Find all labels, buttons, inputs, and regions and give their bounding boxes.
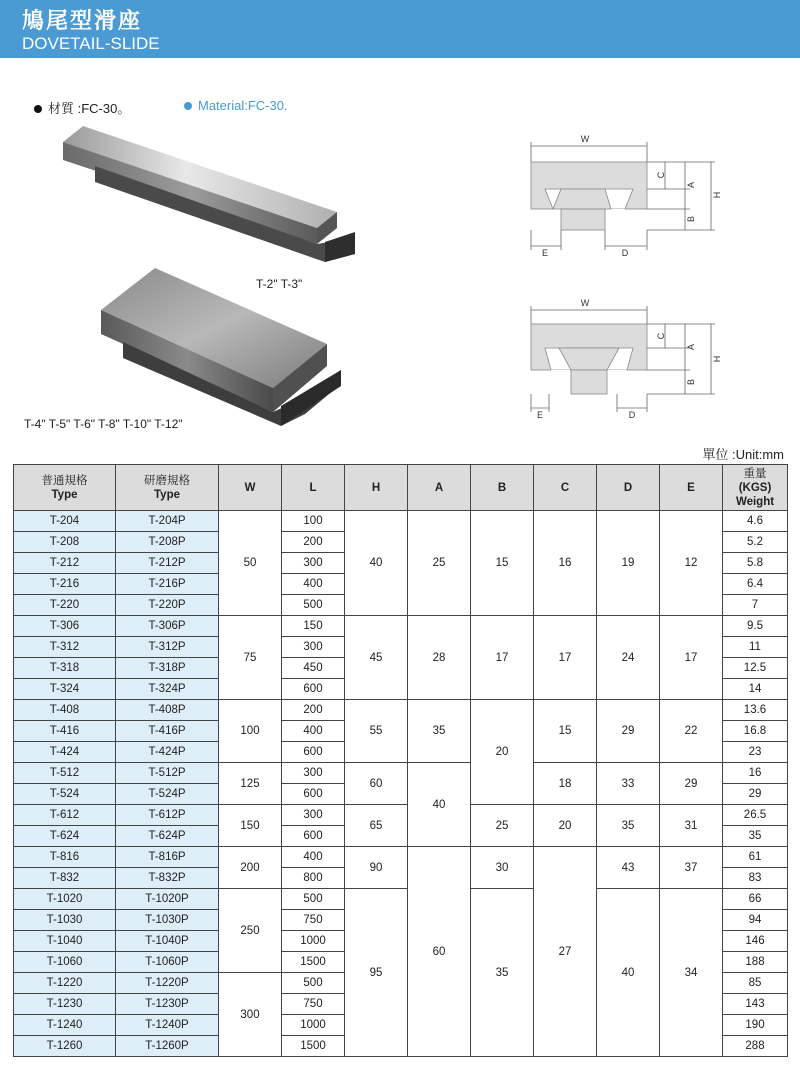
cell-ground-type: T-612P <box>116 805 219 826</box>
cell-e: 29 <box>660 763 723 805</box>
cell-e: 12 <box>660 511 723 616</box>
cell-l: 1500 <box>282 952 345 973</box>
cell-a: 35 <box>408 700 471 763</box>
cell-weight: 14 <box>723 679 788 700</box>
cell-type: T-408 <box>14 700 116 721</box>
page-title-zh: 鳩尾型滑座 <box>22 8 143 33</box>
product-image-small-slide <box>55 120 365 270</box>
cell-d: 33 <box>597 763 660 805</box>
cell-weight: 23 <box>723 742 788 763</box>
cell-type: T-1020 <box>14 889 116 910</box>
cell-l: 100 <box>282 511 345 532</box>
cell-d: 19 <box>597 511 660 616</box>
cell-l: 500 <box>282 595 345 616</box>
cell-ground-type: T-216P <box>116 574 219 595</box>
cell-e: 22 <box>660 700 723 763</box>
col-header-type: 普通規格 Type <box>14 465 116 511</box>
cell-e: 31 <box>660 805 723 847</box>
cell-l: 750 <box>282 994 345 1015</box>
cell-type: T-312 <box>14 637 116 658</box>
col-header-b: B <box>471 465 534 511</box>
cell-weight: 5.2 <box>723 532 788 553</box>
table-row <box>14 847 788 868</box>
cell-ground-type: T-1260P <box>116 1036 219 1057</box>
cell-l: 600 <box>282 679 345 700</box>
cell-e: 37 <box>660 847 723 889</box>
cell-h: 65 <box>345 805 408 847</box>
cell-type: T-524 <box>14 784 116 805</box>
cell-weight: 146 <box>723 931 788 952</box>
cell-l: 200 <box>282 700 345 721</box>
dim-label-d: D <box>628 410 636 420</box>
cell-type: T-424 <box>14 742 116 763</box>
cell-b: 30 <box>471 847 534 889</box>
cell-l: 300 <box>282 637 345 658</box>
cell-b: 15 <box>471 511 534 616</box>
cell-c: 17 <box>534 616 597 700</box>
cell-c: 27 <box>534 847 597 1057</box>
cell-type: T-216 <box>14 574 116 595</box>
cell-d: 35 <box>597 805 660 847</box>
cell-type: T-624 <box>14 826 116 847</box>
cell-e: 34 <box>660 889 723 1057</box>
cell-ground-type: T-1020P <box>116 889 219 910</box>
cell-ground-type: T-512P <box>116 763 219 784</box>
cell-type: T-204 <box>14 511 116 532</box>
dim-label-c: C <box>656 171 666 179</box>
cell-weight: 12.5 <box>723 658 788 679</box>
cell-h: 55 <box>345 700 408 763</box>
cell-l: 400 <box>282 574 345 595</box>
cell-weight: 13.6 <box>723 700 788 721</box>
cell-ground-type: T-624P <box>116 826 219 847</box>
cell-weight: 4.6 <box>723 511 788 532</box>
cell-c: 18 <box>534 763 597 805</box>
dim-label-a: A <box>686 343 696 351</box>
cell-type: T-324 <box>14 679 116 700</box>
cell-h: 90 <box>345 847 408 889</box>
cell-ground-type: T-416P <box>116 721 219 742</box>
col-header-e: E <box>660 465 723 511</box>
cell-l: 600 <box>282 826 345 847</box>
cell-type: T-1040 <box>14 931 116 952</box>
cell-d: 29 <box>597 700 660 763</box>
cell-type: T-1230 <box>14 994 116 1015</box>
dim-label-d: D <box>621 248 629 258</box>
cell-w: 200 <box>219 847 282 889</box>
cell-a: 60 <box>408 847 471 1057</box>
cell-b: 17 <box>471 616 534 700</box>
bullet-icon <box>34 105 42 113</box>
model-label-small: T-2" T-3" <box>256 277 303 291</box>
dim-label-b: B <box>686 215 696 223</box>
cell-c: 20 <box>534 805 597 847</box>
cell-weight: 16.8 <box>723 721 788 742</box>
cell-ground-type: T-1030P <box>116 910 219 931</box>
cell-ground-type: T-832P <box>116 868 219 889</box>
material-zh-text: 材質 :FC-30。 <box>48 101 131 116</box>
cell-h: 40 <box>345 511 408 616</box>
dim-label-a: A <box>686 181 696 189</box>
table-row <box>14 511 788 532</box>
cell-w: 75 <box>219 616 282 700</box>
material-note-zh <box>34 98 130 117</box>
cell-d: 24 <box>597 616 660 700</box>
dim-label-h: H <box>712 355 722 363</box>
cell-type: T-816 <box>14 847 116 868</box>
cell-weight: 7 <box>723 595 788 616</box>
cell-type: T-1260 <box>14 1036 116 1057</box>
cell-ground-type: T-1240P <box>116 1015 219 1036</box>
cell-h: 95 <box>345 889 408 1057</box>
cell-weight: 35 <box>723 826 788 847</box>
cell-w: 100 <box>219 700 282 763</box>
cell-weight: 16 <box>723 763 788 784</box>
material-note-en <box>184 98 288 113</box>
cell-weight: 288 <box>723 1036 788 1057</box>
col-header-l: L <box>282 465 345 511</box>
cell-type: T-416 <box>14 721 116 742</box>
cell-a: 40 <box>408 763 471 847</box>
cell-d: 43 <box>597 847 660 889</box>
cell-weight: 29 <box>723 784 788 805</box>
dim-label-w: W <box>580 134 590 144</box>
cell-type: T-212 <box>14 553 116 574</box>
cell-type: T-512 <box>14 763 116 784</box>
cell-weight: 9.5 <box>723 616 788 637</box>
cell-weight: 61 <box>723 847 788 868</box>
cell-weight: 11 <box>723 637 788 658</box>
cell-type: T-612 <box>14 805 116 826</box>
dim-label-w: W <box>580 298 590 308</box>
col-header-h: H <box>345 465 408 511</box>
dim-label-h: H <box>712 191 722 199</box>
table-row <box>14 700 788 721</box>
dim-label-c: C <box>656 332 666 340</box>
cell-e: 17 <box>660 616 723 700</box>
cell-weight: 188 <box>723 952 788 973</box>
cell-l: 400 <box>282 847 345 868</box>
cell-type: T-1220 <box>14 973 116 994</box>
cell-ground-type: T-1220P <box>116 973 219 994</box>
cell-weight: 85 <box>723 973 788 994</box>
bullet-icon <box>184 102 192 110</box>
cell-l: 1500 <box>282 1036 345 1057</box>
dimension-diagram-small <box>515 130 750 260</box>
cell-l: 400 <box>282 721 345 742</box>
cell-ground-type: T-212P <box>116 553 219 574</box>
cell-weight: 94 <box>723 910 788 931</box>
product-image-large-slide <box>95 262 355 432</box>
cell-weight: 26.5 <box>723 805 788 826</box>
cell-l: 500 <box>282 889 345 910</box>
cell-ground-type: T-220P <box>116 595 219 616</box>
col-header-c: C <box>534 465 597 511</box>
cell-a: 28 <box>408 616 471 700</box>
cell-l: 300 <box>282 553 345 574</box>
cell-weight: 190 <box>723 1015 788 1036</box>
cell-l: 600 <box>282 742 345 763</box>
dimension-diagram-large <box>515 298 750 423</box>
cell-l: 750 <box>282 910 345 931</box>
cell-b: 35 <box>471 889 534 1057</box>
cell-ground-type: T-1230P <box>116 994 219 1015</box>
cell-ground-type: T-208P <box>116 532 219 553</box>
table-row <box>14 805 788 826</box>
cell-l: 500 <box>282 973 345 994</box>
table-row <box>14 889 788 910</box>
cell-ground-type: T-524P <box>116 784 219 805</box>
cell-type: T-306 <box>14 616 116 637</box>
cell-w: 150 <box>219 805 282 847</box>
dim-label-b: B <box>686 378 696 386</box>
cell-c: 16 <box>534 511 597 616</box>
cell-l: 1000 <box>282 1015 345 1036</box>
cell-weight: 6.4 <box>723 574 788 595</box>
cell-w: 250 <box>219 889 282 973</box>
col-header-w: W <box>219 465 282 511</box>
cell-w: 125 <box>219 763 282 805</box>
cell-l: 150 <box>282 616 345 637</box>
cell-ground-type: T-306P <box>116 616 219 637</box>
cell-type: T-1060 <box>14 952 116 973</box>
cell-ground-type: T-318P <box>116 658 219 679</box>
page-title-en: DOVETAIL-SLIDE <box>22 34 160 53</box>
cell-ground-type: T-312P <box>116 637 219 658</box>
dim-label-e: E <box>536 410 544 420</box>
cell-type: T-1030 <box>14 910 116 931</box>
table-row <box>14 763 788 784</box>
cell-type: T-220 <box>14 595 116 616</box>
cell-d: 40 <box>597 889 660 1057</box>
cell-ground-type: T-324P <box>116 679 219 700</box>
cell-weight: 83 <box>723 868 788 889</box>
cell-weight: 143 <box>723 994 788 1015</box>
cell-type: T-318 <box>14 658 116 679</box>
dim-label-e: E <box>541 248 549 258</box>
cell-l: 800 <box>282 868 345 889</box>
cell-ground-type: T-816P <box>116 847 219 868</box>
cell-l: 200 <box>282 532 345 553</box>
material-en-text: Material:FC-30. <box>198 98 288 113</box>
cell-ground-type: T-424P <box>116 742 219 763</box>
unit-label: 單位 :Unit:mm <box>702 447 784 462</box>
cell-type: T-832 <box>14 868 116 889</box>
cell-w: 50 <box>219 511 282 616</box>
table-row <box>14 616 788 637</box>
cell-l: 450 <box>282 658 345 679</box>
spec-table <box>13 464 788 1057</box>
cell-ground-type: T-1060P <box>116 952 219 973</box>
cell-b: 20 <box>471 700 534 805</box>
cell-l: 1000 <box>282 931 345 952</box>
cell-c: 15 <box>534 700 597 763</box>
cell-a: 25 <box>408 511 471 616</box>
cell-b: 25 <box>471 805 534 847</box>
col-header-weight: 重量 (KGS) Weight <box>723 465 788 511</box>
cell-l: 300 <box>282 805 345 826</box>
table-header-row <box>14 465 788 511</box>
cell-weight: 5.8 <box>723 553 788 574</box>
cell-ground-type: T-1040P <box>116 931 219 952</box>
cell-h: 60 <box>345 763 408 805</box>
cell-l: 600 <box>282 784 345 805</box>
col-header-ground-type: 研磨規格 Type <box>116 465 219 511</box>
cell-h: 45 <box>345 616 408 700</box>
col-header-a: A <box>408 465 471 511</box>
cell-type: T-208 <box>14 532 116 553</box>
cell-l: 300 <box>282 763 345 784</box>
cell-type: T-1240 <box>14 1015 116 1036</box>
cell-ground-type: T-204P <box>116 511 219 532</box>
model-label-large: T-4" T-5" T-6" T-8" T-10" T-12" <box>24 417 183 431</box>
cell-w: 300 <box>219 973 282 1057</box>
col-header-d: D <box>597 465 660 511</box>
cell-weight: 66 <box>723 889 788 910</box>
page-header <box>0 0 800 58</box>
cell-ground-type: T-408P <box>116 700 219 721</box>
